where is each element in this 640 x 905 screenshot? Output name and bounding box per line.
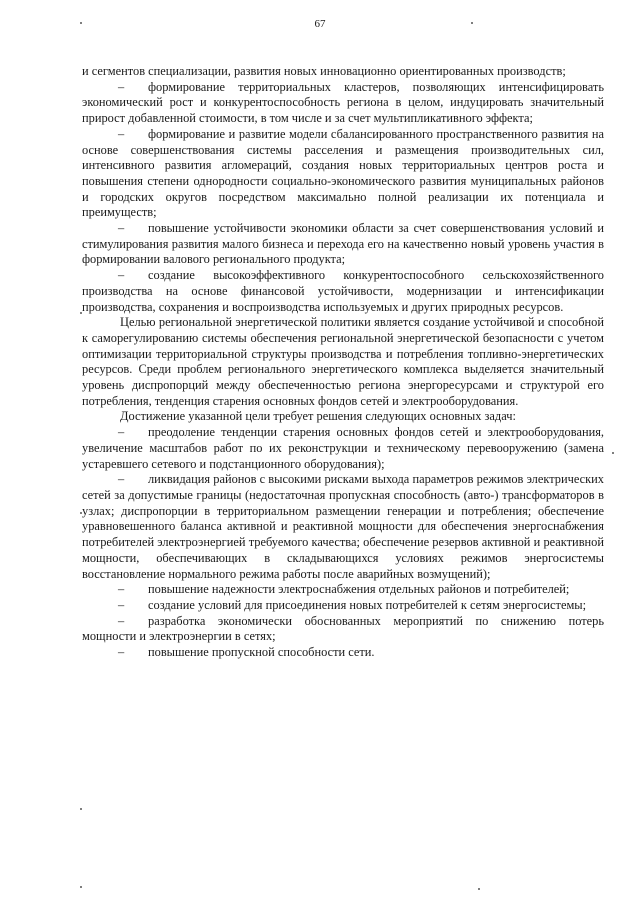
- list-item: [82, 582, 604, 598]
- list-dash: –: [118, 126, 125, 141]
- list-dash: –: [118, 268, 125, 283]
- list-item: [82, 425, 604, 472]
- list-item-text: повышение устойчивости экономики области за счет совершенствования условий и стимулирования развития малого бизнеса и перехода его на качественно новый уровень участия в формировании валового регионального продукта;: [82, 221, 604, 267]
- list-item-text: разработка экономически обоснованных мероприятий по снижению потерь мощности и электроэнергии в сетях;: [82, 613, 604, 644]
- scan-speck: [478, 888, 480, 890]
- list-item: [82, 645, 604, 661]
- list-item: [82, 221, 604, 268]
- scan-speck: [80, 22, 82, 24]
- list-item-text: формирование территориальных кластеров, позволяющих интенсифицировать экономический рост и конкурентоспособность региона в целом, индуцировать значительный прирост добавленной стоимости, в том числе и за счет мультипликативного эффекта;: [82, 79, 604, 126]
- list-item: [82, 268, 604, 315]
- list-item-text: повышение пропускной способности сети.: [148, 645, 375, 660]
- list-item-text: ликвидация районов с высокими рисками выхода параметров режимов электрических сетей за допустимые границы (недостаточная пропускная способность (авто-) трансформаторов в узлах; диспропорции в территориальном размещении генерации и потребления; обеспечение уравновешенного баланса активной и реактивной мощности для обеспечения энергоснабжения потребителей электроэнергией требуемого качества; обеспечение резервов активной и реактивной мощности, обеспечивающих в складывающихся условиях режимов энергосистемы восстановление нормального режима работы после аварийных возмущений);: [82, 472, 604, 581]
- scan-speck: [612, 452, 614, 454]
- list-dash: –: [118, 597, 125, 612]
- list-dash: –: [118, 613, 125, 628]
- list-item-text: повышение надежности электроснабжения отдельных районов и потребителей;: [148, 582, 570, 597]
- list-item: [82, 598, 604, 614]
- scan-speck: [80, 312, 82, 314]
- list-dash: –: [118, 582, 125, 597]
- paragraph-text: Целью региональной энергетической политики является создание устойчивой и способной к саморегулированию системы обеспечения региональной энергетической безопасности с учетом оптимизации территориальной структуры производства и потребления топливно-энергетических ресурсов. Среди проблем регионального энергетического комплекса выделяется значительный уровень диспропорций между обеспеченностью региона энергоресурсами и структурой его потребления, тенденция старения основных фондов сетей и электрооборудования.: [82, 315, 604, 408]
- list-item: [82, 127, 604, 221]
- paragraph-text: и сегментов специализации, развития новых инновационно ориентированных производств;: [82, 64, 566, 78]
- list-dash: –: [118, 425, 125, 440]
- scan-speck: [80, 512, 82, 514]
- list-dash: –: [118, 472, 125, 487]
- list-item: [82, 614, 604, 645]
- scan-speck: [80, 886, 82, 888]
- paragraph: [82, 64, 604, 80]
- list-item-text: формирование и развитие модели сбалансированного пространственного развития на основе совершенствования системы расселения и размещения производительных сил, интенсивного развития агломераций, создания новых территориальных центров роста и повышения степени однородности социально-экономического развития муниципальных районов и городских округов посредством максимально полной реализации их потенциала и преимуществ;: [82, 126, 604, 220]
- list-dash: –: [118, 645, 125, 660]
- paragraph: [82, 315, 604, 409]
- paragraph-text: Достижение указанной цели требует решения следующих основных задач:: [120, 409, 516, 424]
- list-dash: –: [118, 79, 125, 94]
- list-item-text: создание высокоэффективного конкурентоспособного сельскохозяйственного производства на основе финансовой устойчивости, модернизации и интенсификации производства, сохранения и воспроизводства используемых и других природных ресурсов.: [82, 268, 604, 314]
- list-dash: –: [118, 221, 125, 236]
- list-item: [82, 80, 604, 127]
- document-body: [82, 64, 604, 661]
- scan-speck: [471, 22, 473, 24]
- scan-speck: [80, 808, 82, 810]
- list-item-text: создание условий для присоединения новых потребителей к сетям энергосистемы;: [148, 597, 587, 612]
- list-item-text: преодоление тенденции старения основных фондов сетей и электрооборудования, увеличение масштабов работ по их реконструкции и техническому перевооружению (замена устаревшего сетевого и подстанционного оборудования);: [82, 425, 604, 471]
- paragraph: [82, 409, 604, 425]
- list-item: [82, 472, 604, 582]
- page-number: 67: [314, 18, 326, 30]
